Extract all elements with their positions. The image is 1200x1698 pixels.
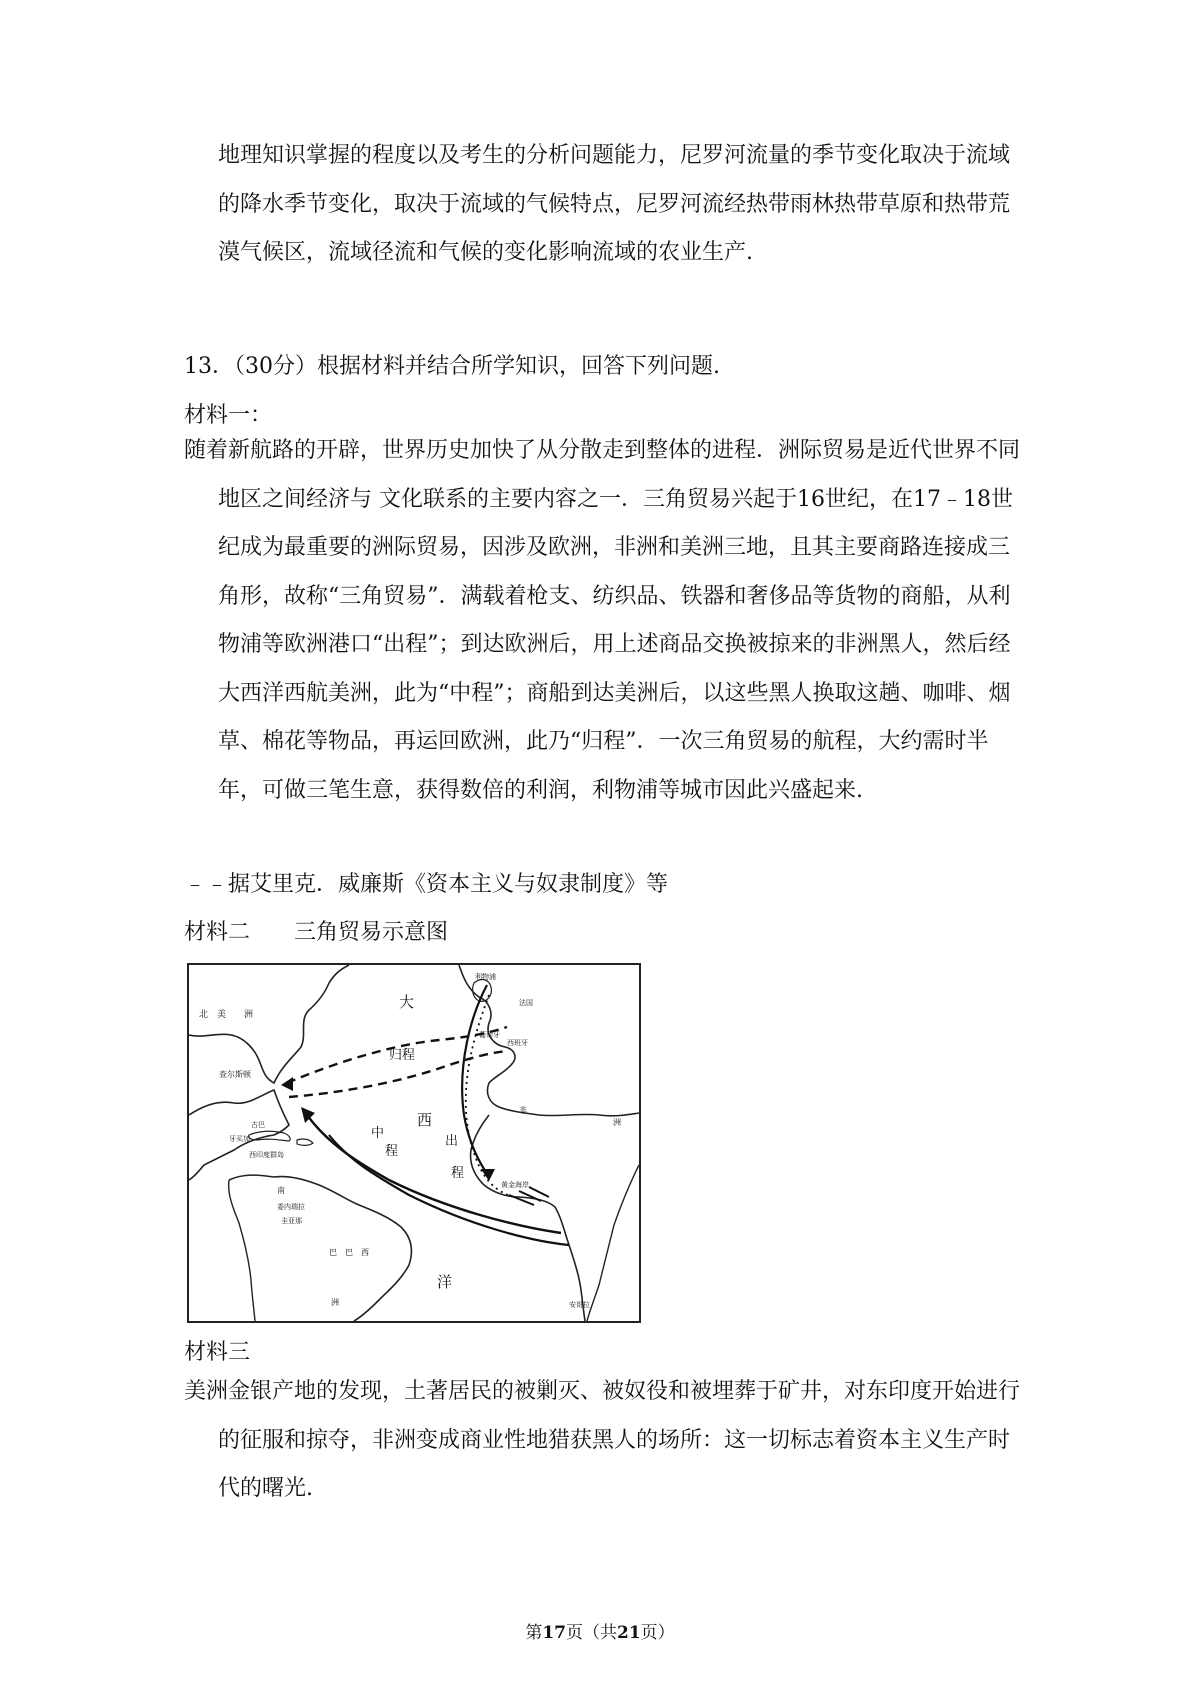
intro-paragraph: 地理知识掌握的程度以及考生的分析问题能力，尼罗河流量的季节变化取决于流域的降水季节变化，取决于流域的气候特点，尼罗河流经热带雨林热带草原和热带荒漠气候区，流域径流和气候的变化影响流域的农业生产.: [218, 143, 1011, 265]
label-jamaica: 牙买加: [229, 1135, 250, 1143]
label-france: 法国: [519, 999, 533, 1007]
label-return-route: 归程: [389, 1048, 416, 1063]
outbound-route-solid: [462, 985, 489, 1177]
label-yang: 洋: [437, 1273, 453, 1291]
south-america-coast: [229, 1175, 411, 1321]
label-middle-route-1: 中: [371, 1126, 385, 1141]
africa-east: [587, 1165, 639, 1321]
label-outbound-1: 出: [445, 1134, 459, 1149]
north-america-coast: [189, 965, 349, 1083]
label-angola: 安哥拉: [569, 1301, 590, 1309]
label-middle-route-2: 程: [385, 1144, 399, 1159]
label-west-indies: 西印度群岛: [249, 1151, 284, 1159]
label-spain: 西班牙: [507, 1039, 528, 1047]
label-south: 南: [277, 1186, 285, 1195]
hispaniola-shape: [297, 1139, 313, 1145]
label-liverpool: 利物浦: [475, 973, 496, 981]
middle-arrowhead: [301, 1107, 315, 1123]
label-brazil: 巴 巴 西: [329, 1248, 369, 1257]
label-da: 大: [399, 993, 415, 1011]
label-xi: 西: [417, 1111, 433, 1129]
label-outbound-2: 程: [451, 1166, 465, 1181]
label-charleston: 查尔斯顿: [219, 1070, 251, 1079]
outbound-arrowhead: [481, 1169, 495, 1181]
label-gold-coast: 黄金海岸: [501, 1181, 529, 1189]
label-north-america: 北 美 洲: [199, 1010, 254, 1020]
material1-source: ﹣﹣据艾里克．威廉斯《资本主义与奴隶制度》等: [184, 872, 669, 897]
question-number: 13．: [184, 354, 234, 379]
question-13: [184, 352, 720, 382]
gold-coast-arrows: [509, 1187, 549, 1205]
triangular-trade-map: [187, 963, 641, 1323]
footer-total-pages: 21: [617, 1623, 641, 1643]
label-guiana: 圭亚那: [281, 1217, 302, 1225]
label-africa-fei: 非: [519, 1106, 527, 1115]
material2-label: 材料二 三角贸易示意图: [184, 920, 449, 945]
footer-suffix: 页）: [640, 1623, 675, 1643]
label-cuba: 古巴: [251, 1121, 265, 1129]
footer-prefix: 第: [525, 1623, 543, 1643]
material1-label: 材料一：: [184, 403, 273, 428]
map-svg: [189, 965, 639, 1321]
footer-page-number: 17: [542, 1623, 566, 1643]
middle-route-line: [307, 1115, 561, 1233]
material3-text: 美洲金银产地的发现，土著居民的被剿灭、被奴役和被埋葬于矿井，对东印度开始进行的征服和掠夺，非洲变成商业性地猎获黑人的场所：这一切标志着资本主义生产时代的曙光.: [184, 1379, 1021, 1501]
page-footer: [0, 1618, 1200, 1643]
footer-middle: 页（共: [566, 1623, 617, 1643]
south-america-west: [229, 1180, 255, 1321]
label-venezuela: 委内瑞拉: [277, 1203, 305, 1211]
material3-label: 材料三: [184, 1340, 251, 1365]
label-africa-zhou: 洲: [613, 1118, 621, 1127]
question-text: （30分）根据材料并结合所学知识，回答下列问题.: [234, 354, 720, 379]
material1-text: 随着新航路的开辟，世界历史加快了从分散走到整体的进程．洲际贸易是近代世界不同地区之间经济与 文化联系的主要内容之一．三角贸易兴起于16世纪，在17﹣18世纪成为最重要的洲际贸易，因涉及欧洲，非洲和美洲三地，且其主要商路连接成三角形，故称“三角贸易”．满载着枪支、纺织品、铁器和奢侈品等货物的商船，从利物浦等欧洲港口“出程”；到达欧洲后，用上述商品交换被掠来的非洲黑人，然后经大西洋西航美洲，此为“中程”；商船到达美洲后，以这些黑人换取这趟、咖啡、烟草、棉花等物品，再运回欧洲，此乃“归程”．一次三角贸易的航程，大约需时半年，可做三笔生意，获得数倍的利润，利物浦等城市因此兴盛起来.: [184, 438, 1021, 803]
return-arrowhead: [281, 1077, 293, 1091]
label-portugal: 葡萄牙: [479, 1031, 500, 1039]
label-south-zhou: 洲: [331, 1298, 339, 1307]
